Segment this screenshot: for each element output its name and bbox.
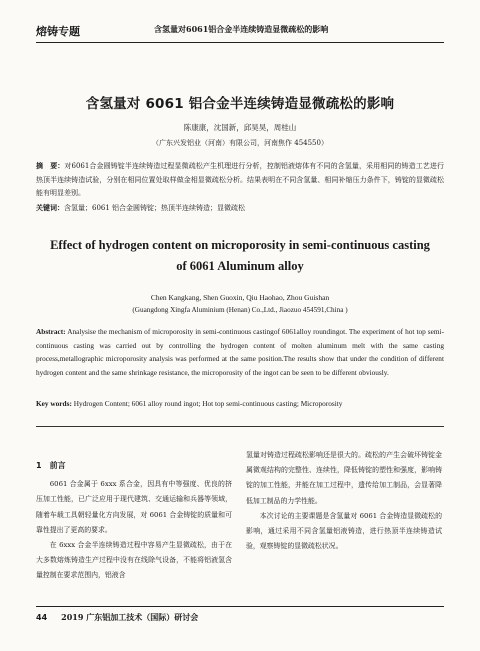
- english-keywords-text: Hydrogen Content; 6061 alloy round ingot; Hot top semi-continuous casting; Microporosity: [73, 399, 343, 408]
- section-heading: 1 前言: [36, 461, 66, 470]
- chinese-keywords-label: 关键词：: [36, 204, 64, 212]
- section-label: 熔铸专题: [36, 25, 80, 38]
- english-title: [0, 235, 480, 277]
- english-authors: Chen Kangkang, Shen Guoxin, Qiu Haohao, Zhou Guishan: [150, 293, 330, 302]
- english-keywords-label: Key words:: [36, 399, 72, 408]
- header-rule: [36, 42, 444, 43]
- running-header: [36, 22, 444, 40]
- page-number: 44: [36, 613, 48, 622]
- english-abstract: [36, 325, 444, 379]
- running-title: 含氢量对6061铝合金半连续铸造显微疏松的影响: [154, 24, 329, 34]
- chinese-abstract-label: 摘 要：: [36, 162, 65, 170]
- body-paragraph: 本次讨论的主要课题是含氢量对 6061 合金铸造显微疏松的影响，通过采用不同含氢量铝液铸造，进行热顶半连续铸造试验，观察铸锭的显微疏松状况。: [246, 511, 442, 551]
- chinese-keywords: [36, 202, 444, 216]
- body-paragraph: 在 6xxx 合金半连续铸造过程中容易产生显微疏松，由于在大多数熔炼铸造生产过程中没有在线除气设备，不能将铝液氢含量控制在要求范围内，铝液含: [36, 541, 232, 580]
- english-affiliation: (Guangdong Xingfa Aluminium (Henan) Co.,Ltd., Jiaozuo 454591,China ): [132, 306, 348, 314]
- body-column-right: [246, 448, 442, 554]
- footer-rule: [36, 606, 444, 607]
- english-keywords: [36, 397, 444, 411]
- english-title-line-1: Effect of hydrogen content on microporosity in semi-continuous casting: [50, 238, 430, 252]
- page-footer: [36, 612, 198, 623]
- body-column-left: [36, 458, 232, 584]
- chinese-affiliation: （广东兴发铝业（河南）有限公司，河南焦作 454550）: [152, 139, 328, 147]
- chinese-abstract-text: 对6061合金圆铸锭半连续铸造过程显微疏松产生机理进行分析，控制铝液熔体有不同的含氢量，采用相同的铸造工艺进行热顶半连续铸造试验，分别在相同位置处取样做金相显微疏松分析。结果表明在不同含氢量、相同补缩压力条件下，铸锭的显微疏松能有明显差别。: [36, 162, 444, 197]
- chinese-keywords-text: 含氢量；6061 铝合金圆铸锭；热顶半连续铸造；显微疏松: [64, 204, 246, 212]
- body-paragraph: 6061 合金属于 6xxx 系合金，因具有中等强度、优良的挤压加工性能，已广泛应用于现代建筑、交通运输和兵器等领域，随着车载工具朝轻量化方向发展，对 6061 合金铸锭的质量和可靠性提出了更高的要求。: [36, 480, 232, 534]
- journal-name: 2019 广东铝加工技术（国际）研讨会: [61, 612, 199, 622]
- english-abstract-text: Analysise the mechanism of microporosity in semi-continuous castingof 6061alloy roundingot. The experiment of hot top semi-continuous casting was carried out by controlling the hydrogen content of molten aluminum melt with the same casting process,metallographic microporosity analysis was performed at the same position.The results show that under the condition of different hydrogen content and the same shrinkage resistance, the microporosity of the ingot can be seen to be different obviously.: [36, 327, 445, 377]
- chinese-title: 含氢量对 6061 铝合金半连续铸造显微疏松的影响: [85, 96, 395, 112]
- chinese-authors: 陈康康，沈国新，邱昊昊，周桂山: [183, 123, 297, 132]
- chinese-abstract: [36, 160, 444, 201]
- english-title-line-2: of 6061 Aluminum alloy: [176, 259, 304, 273]
- body-paragraph: 氢量对铸造过程疏松影响还是很大的。疏松的产生会破坏铸锭金属微观结构的完整性、连续性，降低铸锭的塑性和强度，影响铸锭的加工性能，并能在加工过程中，遗传给加工制品，会显著降低加工制品的力学性能。: [246, 451, 442, 505]
- english-abstract-label: Abstract:: [36, 327, 66, 336]
- abstract-separator: [36, 426, 444, 427]
